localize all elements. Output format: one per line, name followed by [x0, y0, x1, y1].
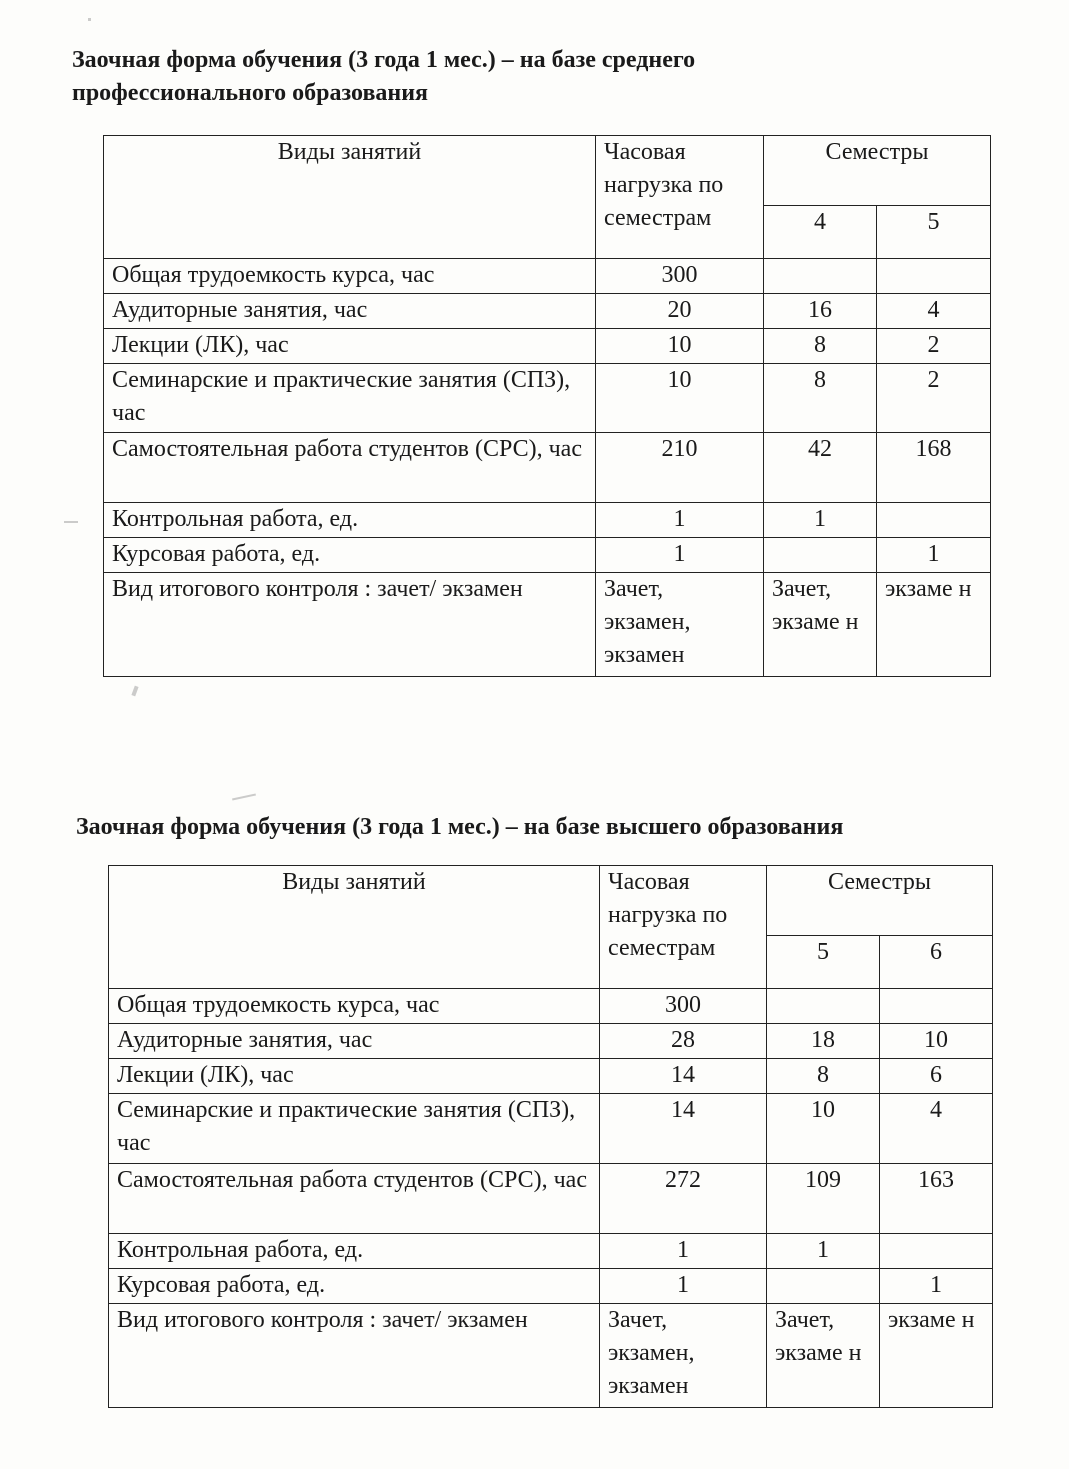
row-label: Курсовая работа, ед.	[109, 1269, 600, 1304]
row-total: 28	[600, 1024, 767, 1059]
row-semester-a: 8	[764, 329, 877, 364]
row-total: 10	[596, 364, 764, 433]
row-semester-a	[764, 538, 877, 573]
row-semester-b: 168	[877, 433, 991, 503]
header-semesters: Семестры	[767, 866, 993, 936]
table-row	[109, 1234, 993, 1269]
row-semester-a: 8	[767, 1059, 880, 1094]
row-semester-a	[764, 259, 877, 294]
row-total: 1	[600, 1269, 767, 1304]
row-semester-a: 42	[764, 433, 877, 503]
row-label: Вид итогового контроля : зачет/ экзамен	[104, 573, 596, 677]
row-total: Зачет, экзамен, экзамен	[596, 573, 764, 677]
row-semester-b: 6	[880, 1059, 993, 1094]
row-label: Аудиторные занятия, час	[104, 294, 596, 329]
header-activity: Виды занятий	[109, 866, 600, 989]
row-semester-a: 8	[764, 364, 877, 433]
table-row	[104, 259, 991, 294]
table-row	[104, 503, 991, 538]
row-total: 300	[600, 989, 767, 1024]
row-semester-b	[880, 1234, 993, 1269]
section-title-higher-education: Заочная форма обучения (3 года 1 мес.) – на базе высшего образования	[76, 814, 844, 840]
header-semester-number: 5	[877, 206, 991, 259]
row-semester-a: 18	[767, 1024, 880, 1059]
row-semester-b: 163	[880, 1164, 993, 1234]
row-total: 14	[600, 1059, 767, 1094]
row-total: 300	[596, 259, 764, 294]
table-row	[104, 573, 991, 677]
row-label: Вид итогового контроля : зачет/ экзамен	[109, 1304, 600, 1408]
row-semester-a: Зачет, экзаме н	[767, 1304, 880, 1408]
row-label: Контрольная работа, ед.	[109, 1234, 600, 1269]
scan-speck	[232, 794, 256, 801]
row-label: Курсовая работа, ед.	[104, 538, 596, 573]
table-row	[109, 989, 993, 1024]
table-row	[104, 294, 991, 329]
row-label: Семинарские и практические занятия (СПЗ), час	[104, 364, 596, 433]
row-total: 20	[596, 294, 764, 329]
row-total: 1	[596, 538, 764, 573]
row-semester-a: 1	[764, 503, 877, 538]
row-semester-b: 2	[877, 364, 991, 433]
row-label: Общая трудоемкость курса, час	[104, 259, 596, 294]
table-row	[109, 1304, 993, 1408]
row-semester-b	[880, 989, 993, 1024]
row-semester-a	[767, 1269, 880, 1304]
row-label: Лекции (ЛК), час	[109, 1059, 600, 1094]
header-load: Часовая нагрузка по семестрам	[596, 136, 764, 259]
row-total: 1	[596, 503, 764, 538]
table-row	[109, 1094, 993, 1164]
row-total: 14	[600, 1094, 767, 1164]
row-label: Самостоятельная работа студентов (СРС), час	[104, 433, 596, 503]
header-activity: Виды занятий	[104, 136, 596, 259]
row-label: Аудиторные занятия, час	[109, 1024, 600, 1059]
row-semester-b	[877, 503, 991, 538]
row-semester-b: экзаме н	[877, 573, 991, 677]
table-row	[109, 1059, 993, 1094]
row-label: Контрольная работа, ед.	[104, 503, 596, 538]
header-semester-number: 4	[764, 206, 877, 259]
row-semester-b: 4	[877, 294, 991, 329]
row-semester-a: 16	[764, 294, 877, 329]
row-total: 10	[596, 329, 764, 364]
table-row	[109, 1024, 993, 1059]
row-semester-b: 2	[877, 329, 991, 364]
scan-speck	[64, 521, 78, 523]
hours-table-secondary-vocational	[103, 135, 991, 677]
row-total: Зачет, экзамен, экзамен	[600, 1304, 767, 1408]
row-label: Семинарские и практические занятия (СПЗ), час	[109, 1094, 600, 1164]
table-row	[109, 1269, 993, 1304]
table-row	[104, 329, 991, 364]
row-semester-a: 109	[767, 1164, 880, 1234]
row-total: 1	[600, 1234, 767, 1269]
row-total: 272	[600, 1164, 767, 1234]
hours-table-higher-education	[108, 865, 993, 1408]
row-semester-b	[877, 259, 991, 294]
row-label: Лекции (ЛК), час	[104, 329, 596, 364]
scan-speck	[88, 18, 91, 21]
scan-speck	[131, 686, 138, 697]
row-semester-a: 10	[767, 1094, 880, 1164]
row-semester-b: 1	[880, 1269, 993, 1304]
row-total: 210	[596, 433, 764, 503]
section-title-secondary-vocational: Заочная форма обучения (3 года 1 мес.) – на базе среднего профессионального образования	[72, 47, 696, 106]
row-label: Общая трудоемкость курса, час	[109, 989, 600, 1024]
row-semester-b: 4	[880, 1094, 993, 1164]
header-load: Часовая нагрузка по семестрам	[600, 866, 767, 989]
table-row	[104, 364, 991, 433]
table-row	[104, 538, 991, 573]
table-row	[104, 433, 991, 503]
header-semester-number: 6	[880, 936, 993, 989]
row-semester-b: 1	[877, 538, 991, 573]
table-row	[109, 1164, 993, 1234]
header-semesters: Семестры	[764, 136, 991, 206]
row-semester-a: Зачет, экзаме н	[764, 573, 877, 677]
row-semester-b: 10	[880, 1024, 993, 1059]
row-semester-a	[767, 989, 880, 1024]
header-semester-number: 5	[767, 936, 880, 989]
row-label: Самостоятельная работа студентов (СРС), час	[109, 1164, 600, 1234]
row-semester-b: экзаме н	[880, 1304, 993, 1408]
row-semester-a: 1	[767, 1234, 880, 1269]
